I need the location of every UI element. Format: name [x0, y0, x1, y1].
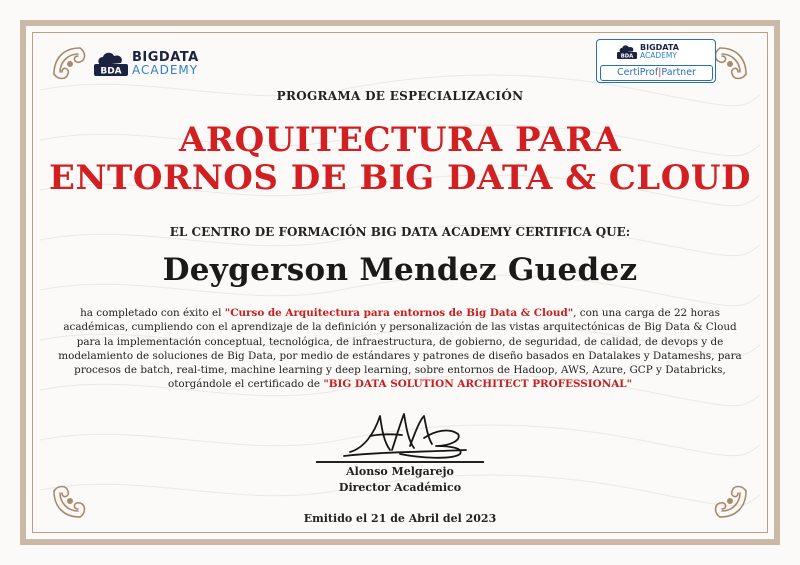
awarded-title: "BIG DATA SOLUTION ARCHITECT PROFESSIONAL" [323, 378, 633, 391]
handwritten-signature [340, 408, 470, 464]
issue-date: Emitido el 21 de Abril del 2023 [303, 512, 497, 525]
certiprof-text: CertiProf [617, 67, 659, 78]
recipient-name: Deygerson Mendez Guedez [162, 252, 638, 288]
body-intro: ha completado con éxito el [80, 307, 225, 319]
badge-separator: | [658, 67, 662, 78]
signer-name: Alonso Melgarejo [346, 465, 454, 478]
svg-text:BDA: BDA [100, 66, 122, 77]
logo-academy-text: ACADEMY [132, 63, 199, 77]
certiprof-partner-label [600, 65, 713, 81]
cloud-logo-icon [617, 44, 637, 60]
signature-line [316, 461, 484, 463]
certiprof-partner-badge [596, 39, 716, 83]
certificate-title [0, 121, 800, 197]
partner-text: Partner [661, 67, 696, 78]
certifies-statement: EL CENTRO DE FORMACIÓN BIG DATA ACADEMY CERTIFICA QUE: [169, 225, 631, 239]
corner-ornament-top-left [50, 44, 92, 86]
badge-bigdata-text: BIGDATA [640, 43, 679, 52]
course-name: "Curso de Arquitectura para entornos de Big Data & Cloud" [224, 307, 574, 319]
body-description: , con una carga de 22 horas académicas, cumpliendo con el aprendizaje de la definición y personalización de las vistas arquitectónicas de Big Data & Cloud para la implementación conceptual, tecnológica, de infraestructura, de gobierno, de seguridad, de calidad, de devops y de modelamiento de soluciones de Big Data, por medio de estándares y patrones de diseño basados en Datalakes y Datameshs, para procesos de batch, real-time, machine learning y deep learning, sobre entornos de Hadoop, AWS, Azure, GCP y Databricks, otorgándole el certificado de [58, 307, 742, 391]
title-line-1: ARQUITECTURA PARA [178, 120, 622, 160]
cloud-logo-icon [94, 51, 128, 77]
program-label: PROGRAMA DE ESPECIALIZACIÓN [276, 89, 524, 103]
badge-academy-text: ACADEMY [640, 51, 677, 60]
logo-bigdata-text: BIGDATA [132, 50, 199, 65]
title-line-2: ENTORNOS DE BIG DATA & CLOUD [49, 158, 751, 198]
signer-role: Director Académico [338, 481, 462, 494]
certificate-body [55, 306, 745, 392]
bigdata-academy-logo [94, 50, 199, 78]
svg-text:BDA: BDA [620, 53, 634, 60]
